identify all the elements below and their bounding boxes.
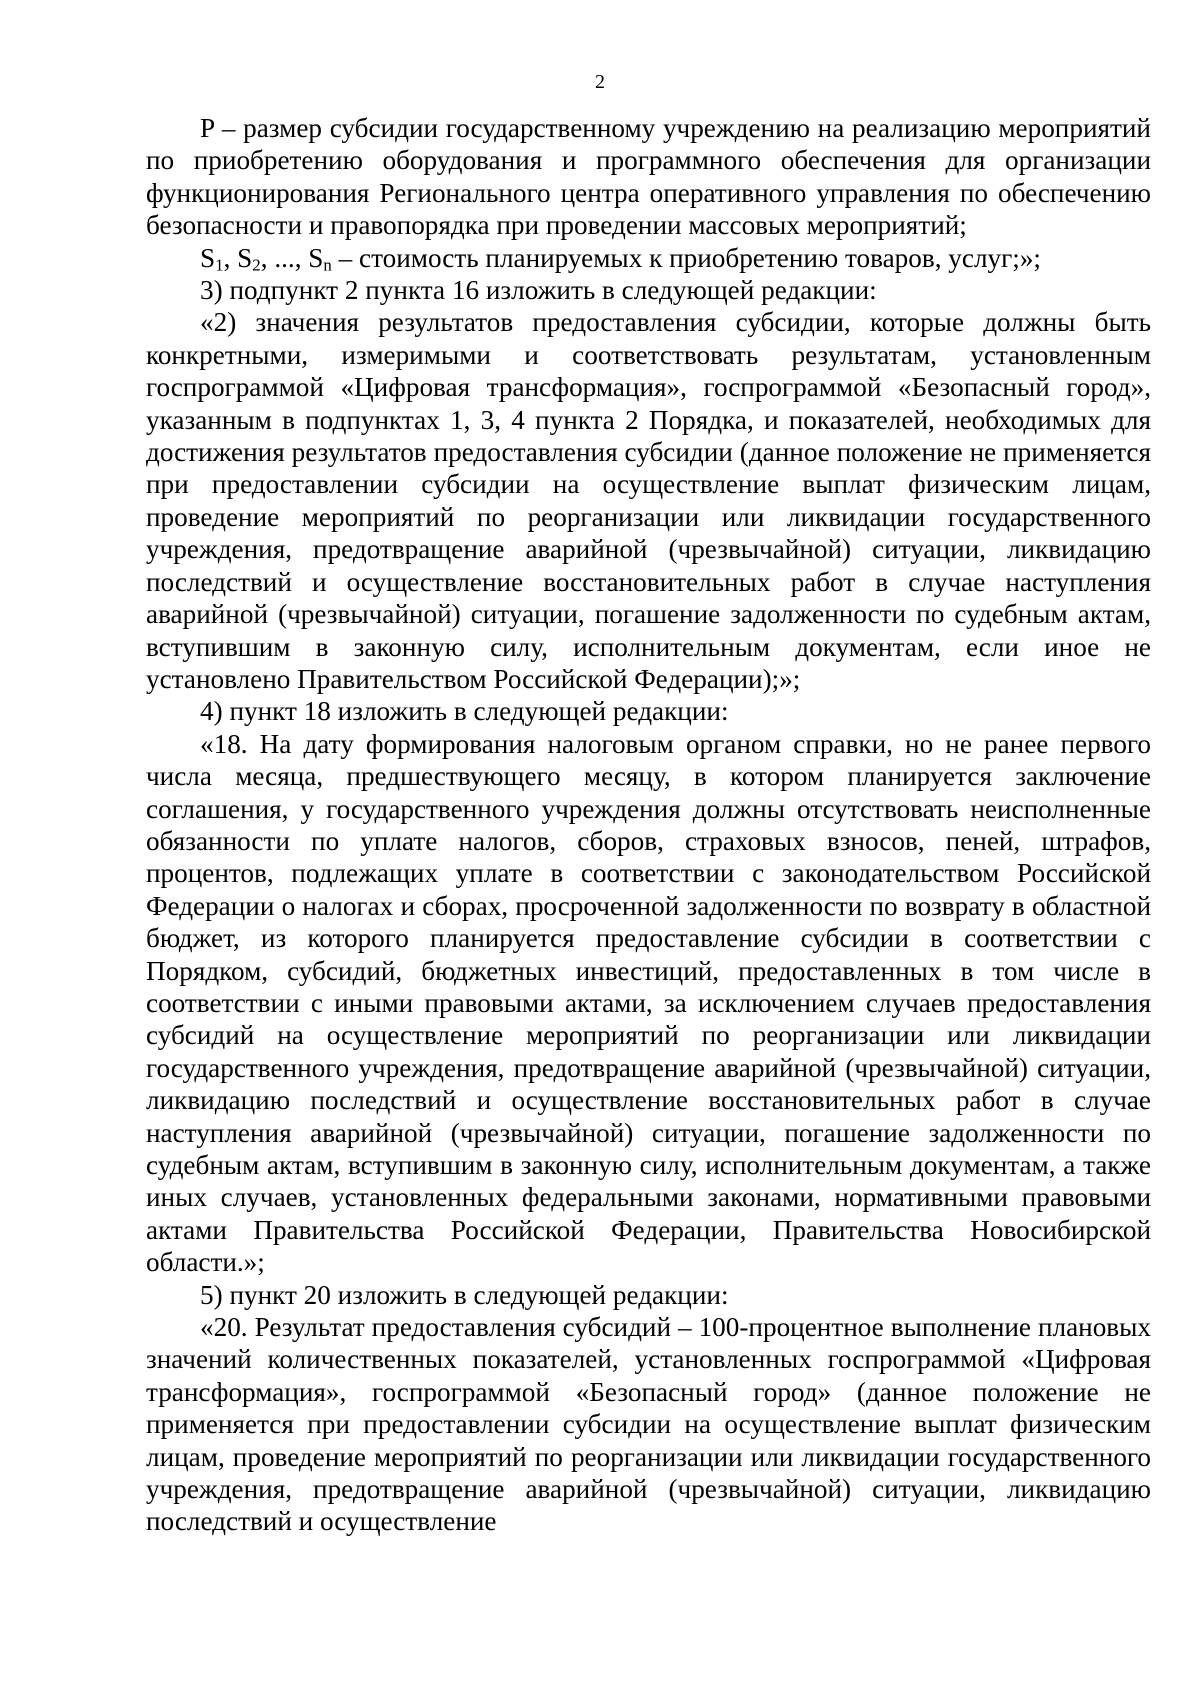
paragraph-item-3-text: «2) значения результатов предоставления субсидии, которые должны быть конкретными, измеримыми и соответствовать результатам, установленным госпрограммой «Цифровая трансформация», госпрограммой «Безопасный город», указанным в подпунктах 1, 3, 4 пункта 2 Порядка, и показателей, необходимых для достижения результатов предоставления субсидии (данное положение не применяется при предоставлении субсидии на осуществление выплат физическим лицам, проведение мероприятий по реорганизации или ликвидации государственного учреждения, предотвращение аварийной (чрезвычайной) ситуации, ликвидацию последствий и осуществление восстановительных работ в случае наступления аварийной (чрезвычайной) ситуации, погашение задолженности по судебным актам, вступившим в законную силу, исполнительным документам, если иное не установлено Правительством Российской Федерации);»;: [146, 307, 1151, 694]
paragraph-item-5-text: «20. Результат предоставления субсидий – 100-процентное выполнение плановых значений количественных показателей, установленных госпрограммой «Цифровая трансформация», госпрограммой «Безопасный город» (данное положение не применяется при предоставлении субсидии на осуществление выплат физическим лицам, проведение мероприятий по реорганизации или ликвидации государственного учреждения, предотвращение аварийной (чрезвычайной) ситуации, ликвидацию последствий и осуществление: [146, 1312, 1151, 1537]
paragraph-s-definition: $S_1$, $S_2$, ..., $S_n$ – стоимость планируемых к приобретению товаров, услуг;»;: [200, 242, 1041, 275]
paragraph-item-3: 3) подпункт 2 пункта 16 изложить в следующей редакции:: [200, 275, 877, 306]
paragraph-item-4: 4) пункт 18 изложить в следующей редакции:: [200, 696, 729, 727]
paragraph-item-5: 5) пункт 20 изложить в следующей редакции:: [200, 1279, 729, 1310]
paragraph-p-definition: P – размер субсидии государственному учреждению на реализацию мероприятий по приобретению оборудования и программного обеспечения для организации функционирования Регионального центра оперативного управления по обеспечению безопасности и правопорядка при проведении массовых мероприятий;: [146, 113, 1151, 241]
page-number: 2: [595, 71, 605, 93]
document-body: [146, 112, 1151, 1538]
paragraph-item-4-text: «18. На дату формирования налоговым органом справки, но не ранее первого числа месяца, предшествующего месяцу, в котором планируется заключение соглашения, у государственного учреждения должны отсутствовать неисполненные обязанности по уплате налогов, сборов, страховых взносов, пеней, штрафов, процентов, подлежащих уплате в соответствии с законодательством Российской Федерации о налогах и сборах, просроченной задолженности по возврату в областной бюджет, из которого планируется предоставление субсидии в соответствии с Порядком, субсидий, бюджетных инвестиций, предоставленных в том числе в соответствии с иными правовыми актами, за исключением случаев предоставления субсидий на осуществление мероприятий по реорганизации или ликвидации государственного учреждения, предотвращение аварийной (чрезвычайной) ситуации, ликвидацию последствий и осуществление восстановительных работ в случае наступления аварийной (чрезвычайной) ситуации, погашение задолженности по судебным актам, вступившим в законную силу, исполнительным документам, а также иных случаев, установленных федеральными законами, нормативными правовыми актами Правительства Российской Федерации, Правительства Новосибирской области.»;: [146, 728, 1151, 1278]
